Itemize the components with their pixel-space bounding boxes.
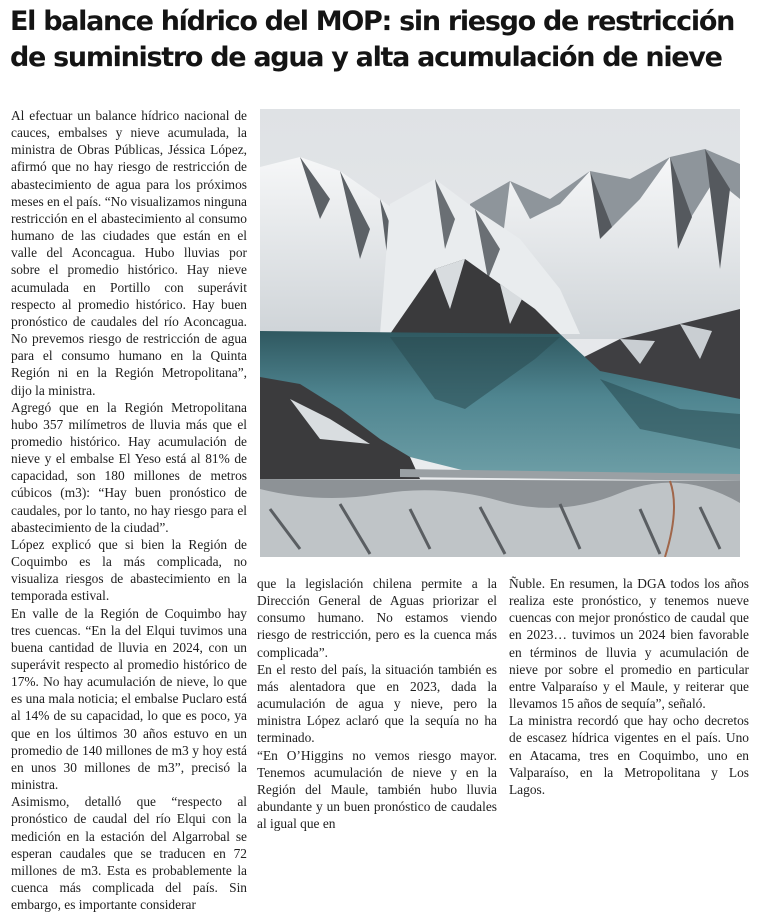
mountain-lake-illustration xyxy=(260,109,740,557)
headline: El balance hídrico del MOP: sin riesgo de restricción de suministro de agua y alta acumulación de nieve xyxy=(10,6,735,73)
paragraph: Ñuble. En resumen, la DGA todos los años realiza este pronóstico, y tenemos nueve cuencas con mejor pronóstico de caudal que en 2023… tuvimos un 2024 bien favorable en términos de lluvia y acumulación de nieve por sobre el promedio en particular entre Valparaíso y el Maule, y reiterar que llevamos 15 años de sequía”, señaló. xyxy=(509,576,749,712)
paragraph: La ministra recordó que hay ocho decretos de escasez hídrica vigentes en el país. Uno en Atacama, tres en Coquimbo, uno en Valparaíso, en la Metropolitana y Los Lagos. xyxy=(509,713,749,797)
paragraph: Asimismo, detalló que “respecto al pronóstico de caudal del río Elqui con la medición en la estación del Algarrobal se esperan caudales que se traducen en 72 millones de m3. Esta es probablemente la cuenca más complicada del país. Sin embargo, es importante considerar xyxy=(11,794,247,913)
reservoir-photo xyxy=(260,109,740,557)
paragraph: En valle de la Región de Coquimbo hay tres cuencas. “En la del Elqui tuvimos una buena cantidad de lluvia en 2024, con un superávit respecto al promedio histórico de 17%. No hay acumulación de nieve, lo que es una mala noticia; el embalse Puclaro está al 14% de su capacidad, lo que es poco, ya que en los últimos 30 años estuvo en un promedio de 140 millones de m3 y hoy está en unos 30 millones de m3”, precisó la ministra. xyxy=(11,605,247,793)
paragraph: “En O’Higgins no vemos riesgo mayor. Tenemos acumulación de nieve y en la Región del Maule, también hubo lluvia abundante y un buen pronóstico de caudales al igual que en xyxy=(257,747,497,832)
paragraph: que la legislación chilena permite a la Dirección General de Aguas priorizar el consumo humano. No estamos viendo riesgo de restricción, pero es la cuenca más complicada”. xyxy=(257,576,497,660)
article-column-3 xyxy=(509,575,749,798)
paragraph: Agregó que en la Región Metropolitana hubo 357 milímetros de lluvia más que el promedio histórico. Hay acumulación de nieve y el embalse El Yeso está al 81% de capacidad, son 180 millones de metros cúbicos (m3): “Hay buen pronóstico de caudales, por lo tanto, no hay riesgo para el abastecimiento de la ciudad”. xyxy=(11,399,247,535)
article-column-1 xyxy=(11,107,247,913)
article-column-2 xyxy=(257,575,497,832)
paragraph: Al efectuar un balance hídrico nacional de cauces, embalses y nieve acumulada, la ministra de Obras Públicas, Jéssica López, afirmó que no hay riesgo de restricción de abastecimiento de agua para los próximos meses en el país. “No visualizamos ninguna restricción en el abastecimiento al consumo humano de las ciudades que están en el valle del Aconcagua. Hubo lluvias por sobre el promedio histórico. Hay nieve acumulada en Portillo con superávit respecto al promedio histórico. Hay buen pronóstico de caudales del río Aconcagua. No prevemos riesgo de restricción de agua para el consumo humano en la Quinta Región ni en la Región Metropolitana”, dijo la ministra. xyxy=(11,108,247,398)
paragraph: López explicó que si bien la Región de Coquimbo es la más complicada, no visualiza riesgos de abastecimiento en la temporada estival. xyxy=(11,536,247,604)
paragraph: En el resto del país, la situación también es más alentadora que en 2023, dada la acumulación de agua y nieve, pero la ministra López aclaró que la sequía no ha terminado. xyxy=(257,661,497,746)
